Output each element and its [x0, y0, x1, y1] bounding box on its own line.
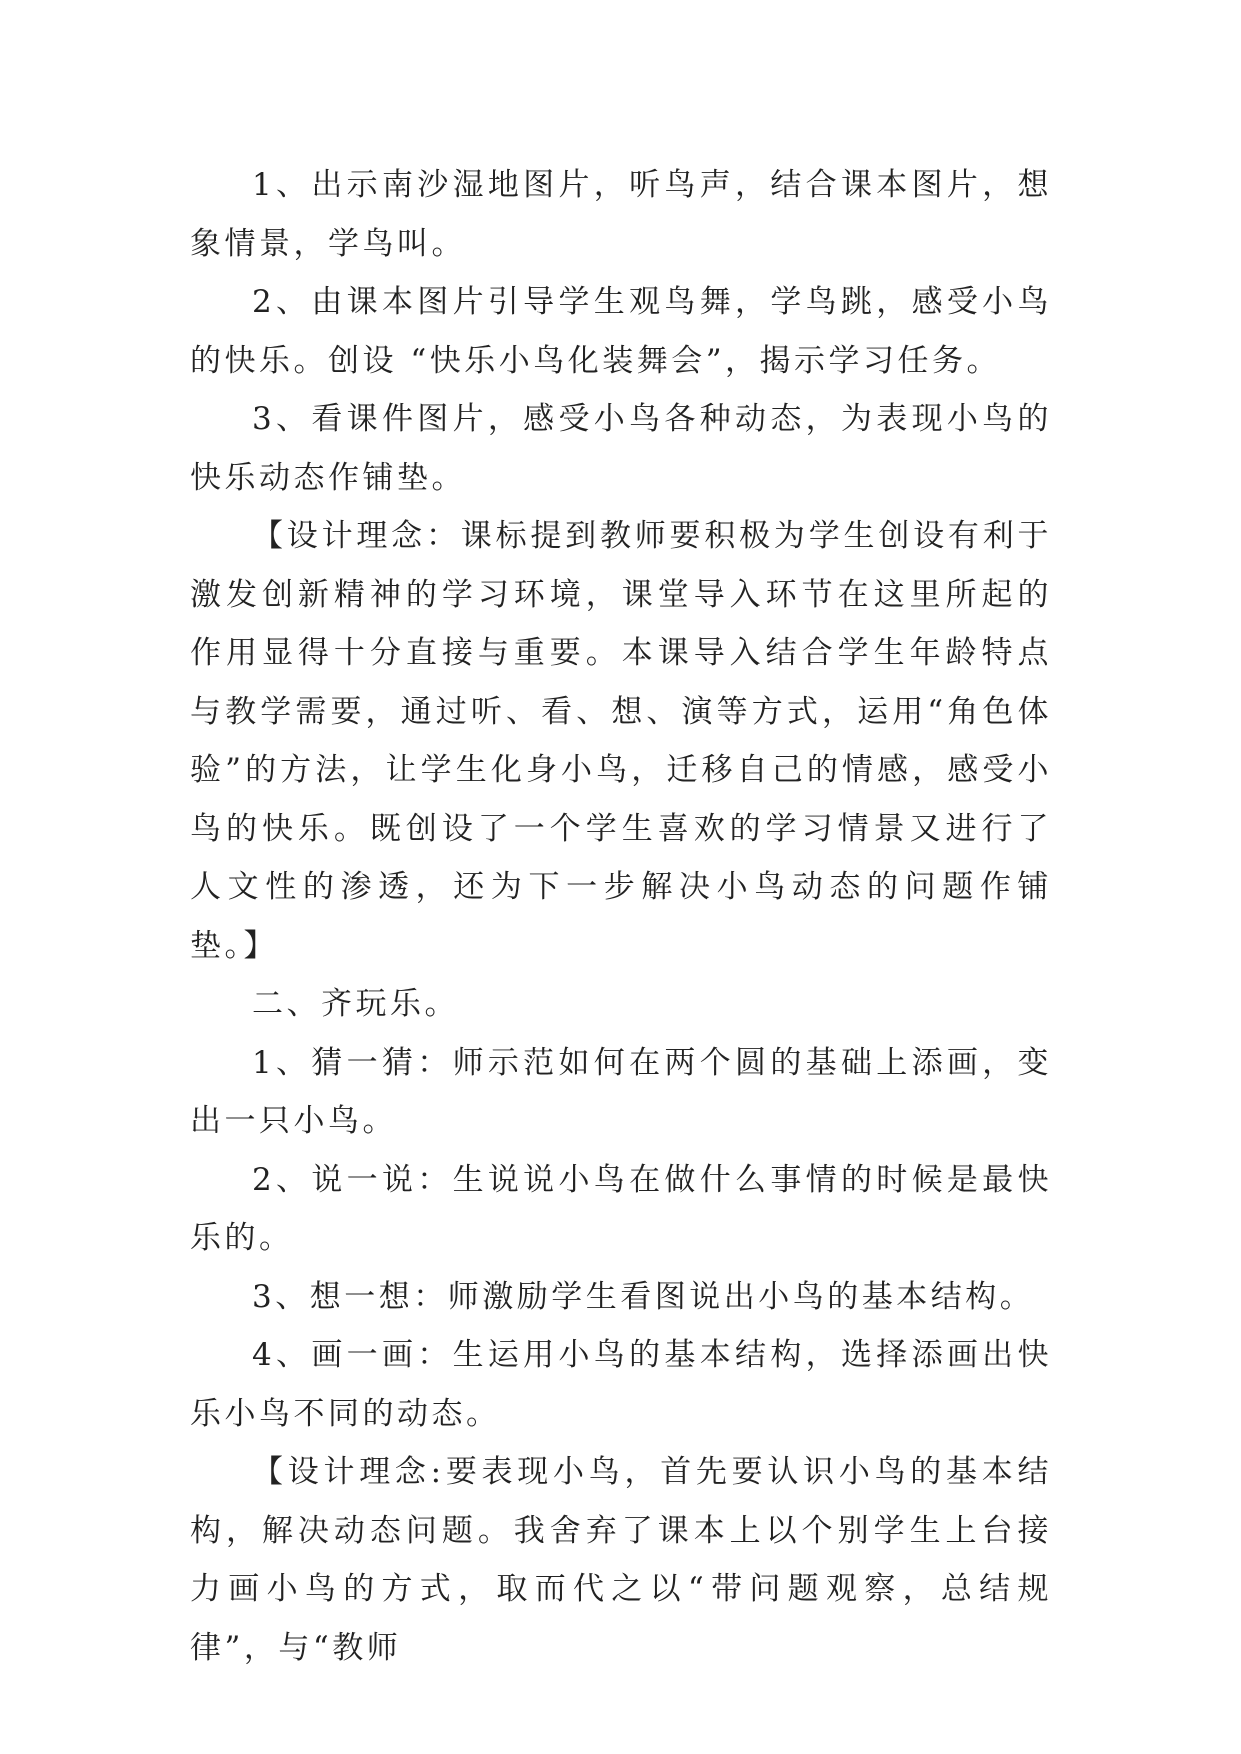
- paragraph-guess: 1、猜一猜：师示范如何在两个圆的基础上添画，变出一只小鸟。: [190, 1044, 1052, 1139]
- paragraph-design-concept-1: 【设计理念：课标提到教师要积极为学生创设有利于激发创新精神的学习环境，课堂导入环节在这里所起的作用显得十分直接与重要。本课导入结合学生年龄特点与教学需要，通过听、看、想、演等方式，运用“角色体验”的方法，让学生化身小鸟，迁移自己的情感，感受小鸟的快乐。既创设了一个学生喜欢的学习情景又进行了人文性的渗透，还为下一步解决小鸟动态的问题作铺垫。】: [190, 518, 1052, 964]
- section-heading: 二、齐玩乐。: [252, 986, 459, 1022]
- paragraph-step-1: 1、出示南沙湿地图片，听鸟声，结合课本图片，想象情景，学鸟叫。: [190, 167, 1052, 262]
- paragraph-step-3: 3、看课件图片，感受小鸟各种动态，为表现小鸟的快乐动态作铺垫。: [190, 401, 1052, 496]
- document-body: [190, 156, 1052, 1677]
- paragraph-draw: 4、画一画：生运用小鸟的基本结构，选择添画出快乐小鸟不同的动态。: [190, 1337, 1052, 1432]
- paragraph-say: 2、说一说：生说说小鸟在做什么事情的时候是最快乐的。: [190, 1161, 1052, 1256]
- paragraph-design-concept-2: 【设计理念:要表现小鸟，首先要认识小鸟的基本结构，解决动态问题。我舍弃了课本上以个别学生上台接力画小鸟的方式，取而代之以“带问题观察，总结规律”，与“教师: [190, 1454, 1052, 1666]
- paragraph-think: 3、想一想：师激励学生看图说出小鸟的基本结构。: [252, 1278, 1035, 1315]
- paragraph-step-2: 2、由课本图片引导学生观鸟舞，学鸟跳，感受小鸟的快乐。创设 “快乐小鸟化装舞会”，揭示学习任务。: [190, 284, 1052, 379]
